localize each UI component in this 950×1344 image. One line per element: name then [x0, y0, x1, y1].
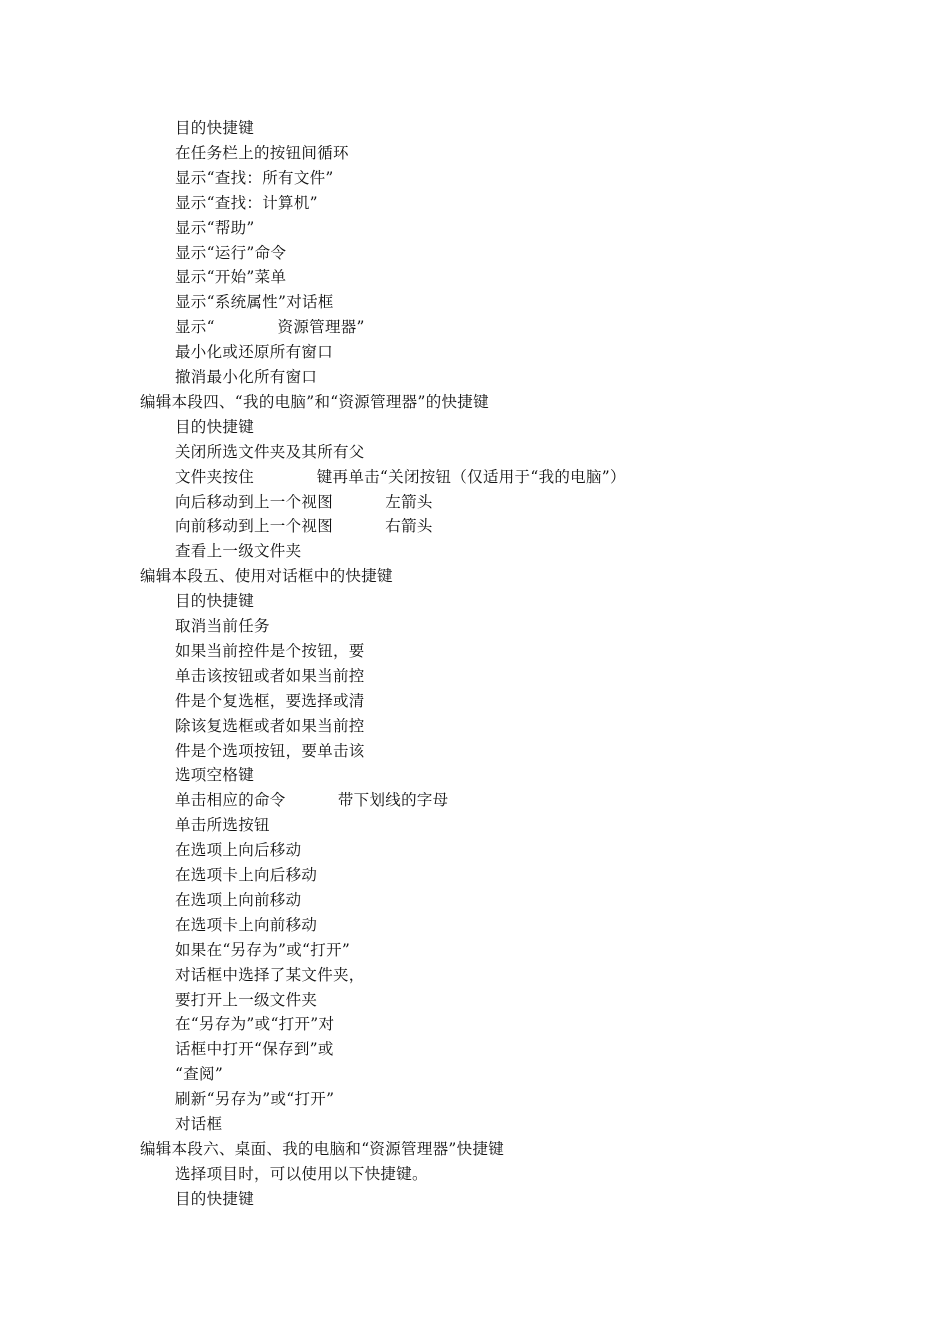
section-heading: 编辑本段五、使用对话框中的快捷键	[140, 567, 393, 586]
text-line: “查阅”	[175, 1065, 224, 1084]
text-line: 目的快捷键	[175, 119, 255, 137]
section-heading: 编辑本段四、“我的电脑”和“资源管理器”的快捷键	[140, 392, 489, 411]
text-line: 显示“帮助”	[175, 218, 255, 237]
text-line: 单击相应的命令 带下划线的字母	[175, 791, 449, 810]
text-line: 显示“ 资源管理器”	[175, 318, 365, 337]
text-line: 对话框	[175, 1115, 223, 1133]
text-line: 如果当前控件是个按钮，要	[175, 641, 365, 660]
text-line: 目的快捷键	[175, 1189, 255, 1208]
text-line: 刷新“另存为”或“打开”	[175, 1090, 335, 1109]
text-line: 显示“运行”命令	[175, 243, 287, 262]
text-line: 选择项目时，可以使用以下快捷键。	[175, 1164, 428, 1183]
text-line: 件是个复选框，要选择或清	[175, 691, 365, 710]
text-line: 文件夹按住 键再单击“关闭按钮（仅适用于“我的电脑”）	[175, 467, 626, 486]
text-line: 在选项上向前移动	[175, 890, 302, 909]
text-line: 向后移动到上一个视图 左箭头	[175, 492, 433, 511]
text-line: 最小化或还原所有窗口	[175, 343, 334, 362]
text-line: 在选项上向后移动	[175, 841, 302, 860]
text-line: 单击所选按钮	[175, 816, 270, 835]
text-line: 话框中打开“保存到”或	[175, 1040, 334, 1059]
text-line: 取消当前任务	[175, 617, 270, 635]
text-line: 单击该按钮或者如果当前控	[175, 666, 365, 685]
text-line: 选项空格键	[175, 766, 255, 785]
text-line: 件是个选项按钮，要单击该	[175, 741, 365, 760]
text-line: 向前移动到上一个视图 右箭头	[175, 517, 433, 536]
text-line: 显示“开始”菜单	[175, 268, 287, 287]
text-line: 要打开上一级文件夹	[175, 990, 318, 1009]
text-line: 撤消最小化所有窗口	[175, 368, 318, 386]
text-line: 目的快捷键	[175, 417, 255, 436]
text-line: 目的快捷键	[175, 592, 255, 611]
text-line: 除该复选框或者如果当前控	[175, 716, 365, 735]
text-line: 在选项卡上向后移动	[175, 866, 318, 884]
text-line: 在任务栏上的按钮间循环	[175, 143, 349, 162]
text-line: 关闭所选文件夹及其所有父	[175, 442, 365, 461]
text-line: 在“另存为”或“打开”对	[175, 1015, 335, 1034]
text-line: 对话框中选择了某文件夹，	[175, 965, 365, 984]
section-heading: 编辑本段六、桌面、我的电脑和“资源管理器”快捷键	[140, 1139, 505, 1158]
text-line: 如果在“另存为”或“打开”	[175, 940, 351, 959]
text-line: 显示“系统属性”对话框	[175, 293, 334, 312]
text-line: 查看上一级文件夹	[175, 542, 302, 561]
text-line: 在选项卡上向前移动	[175, 915, 318, 934]
text-line: 显示“查找：计算机”	[175, 193, 318, 212]
text-line: 显示“查找：所有文件”	[175, 168, 334, 187]
